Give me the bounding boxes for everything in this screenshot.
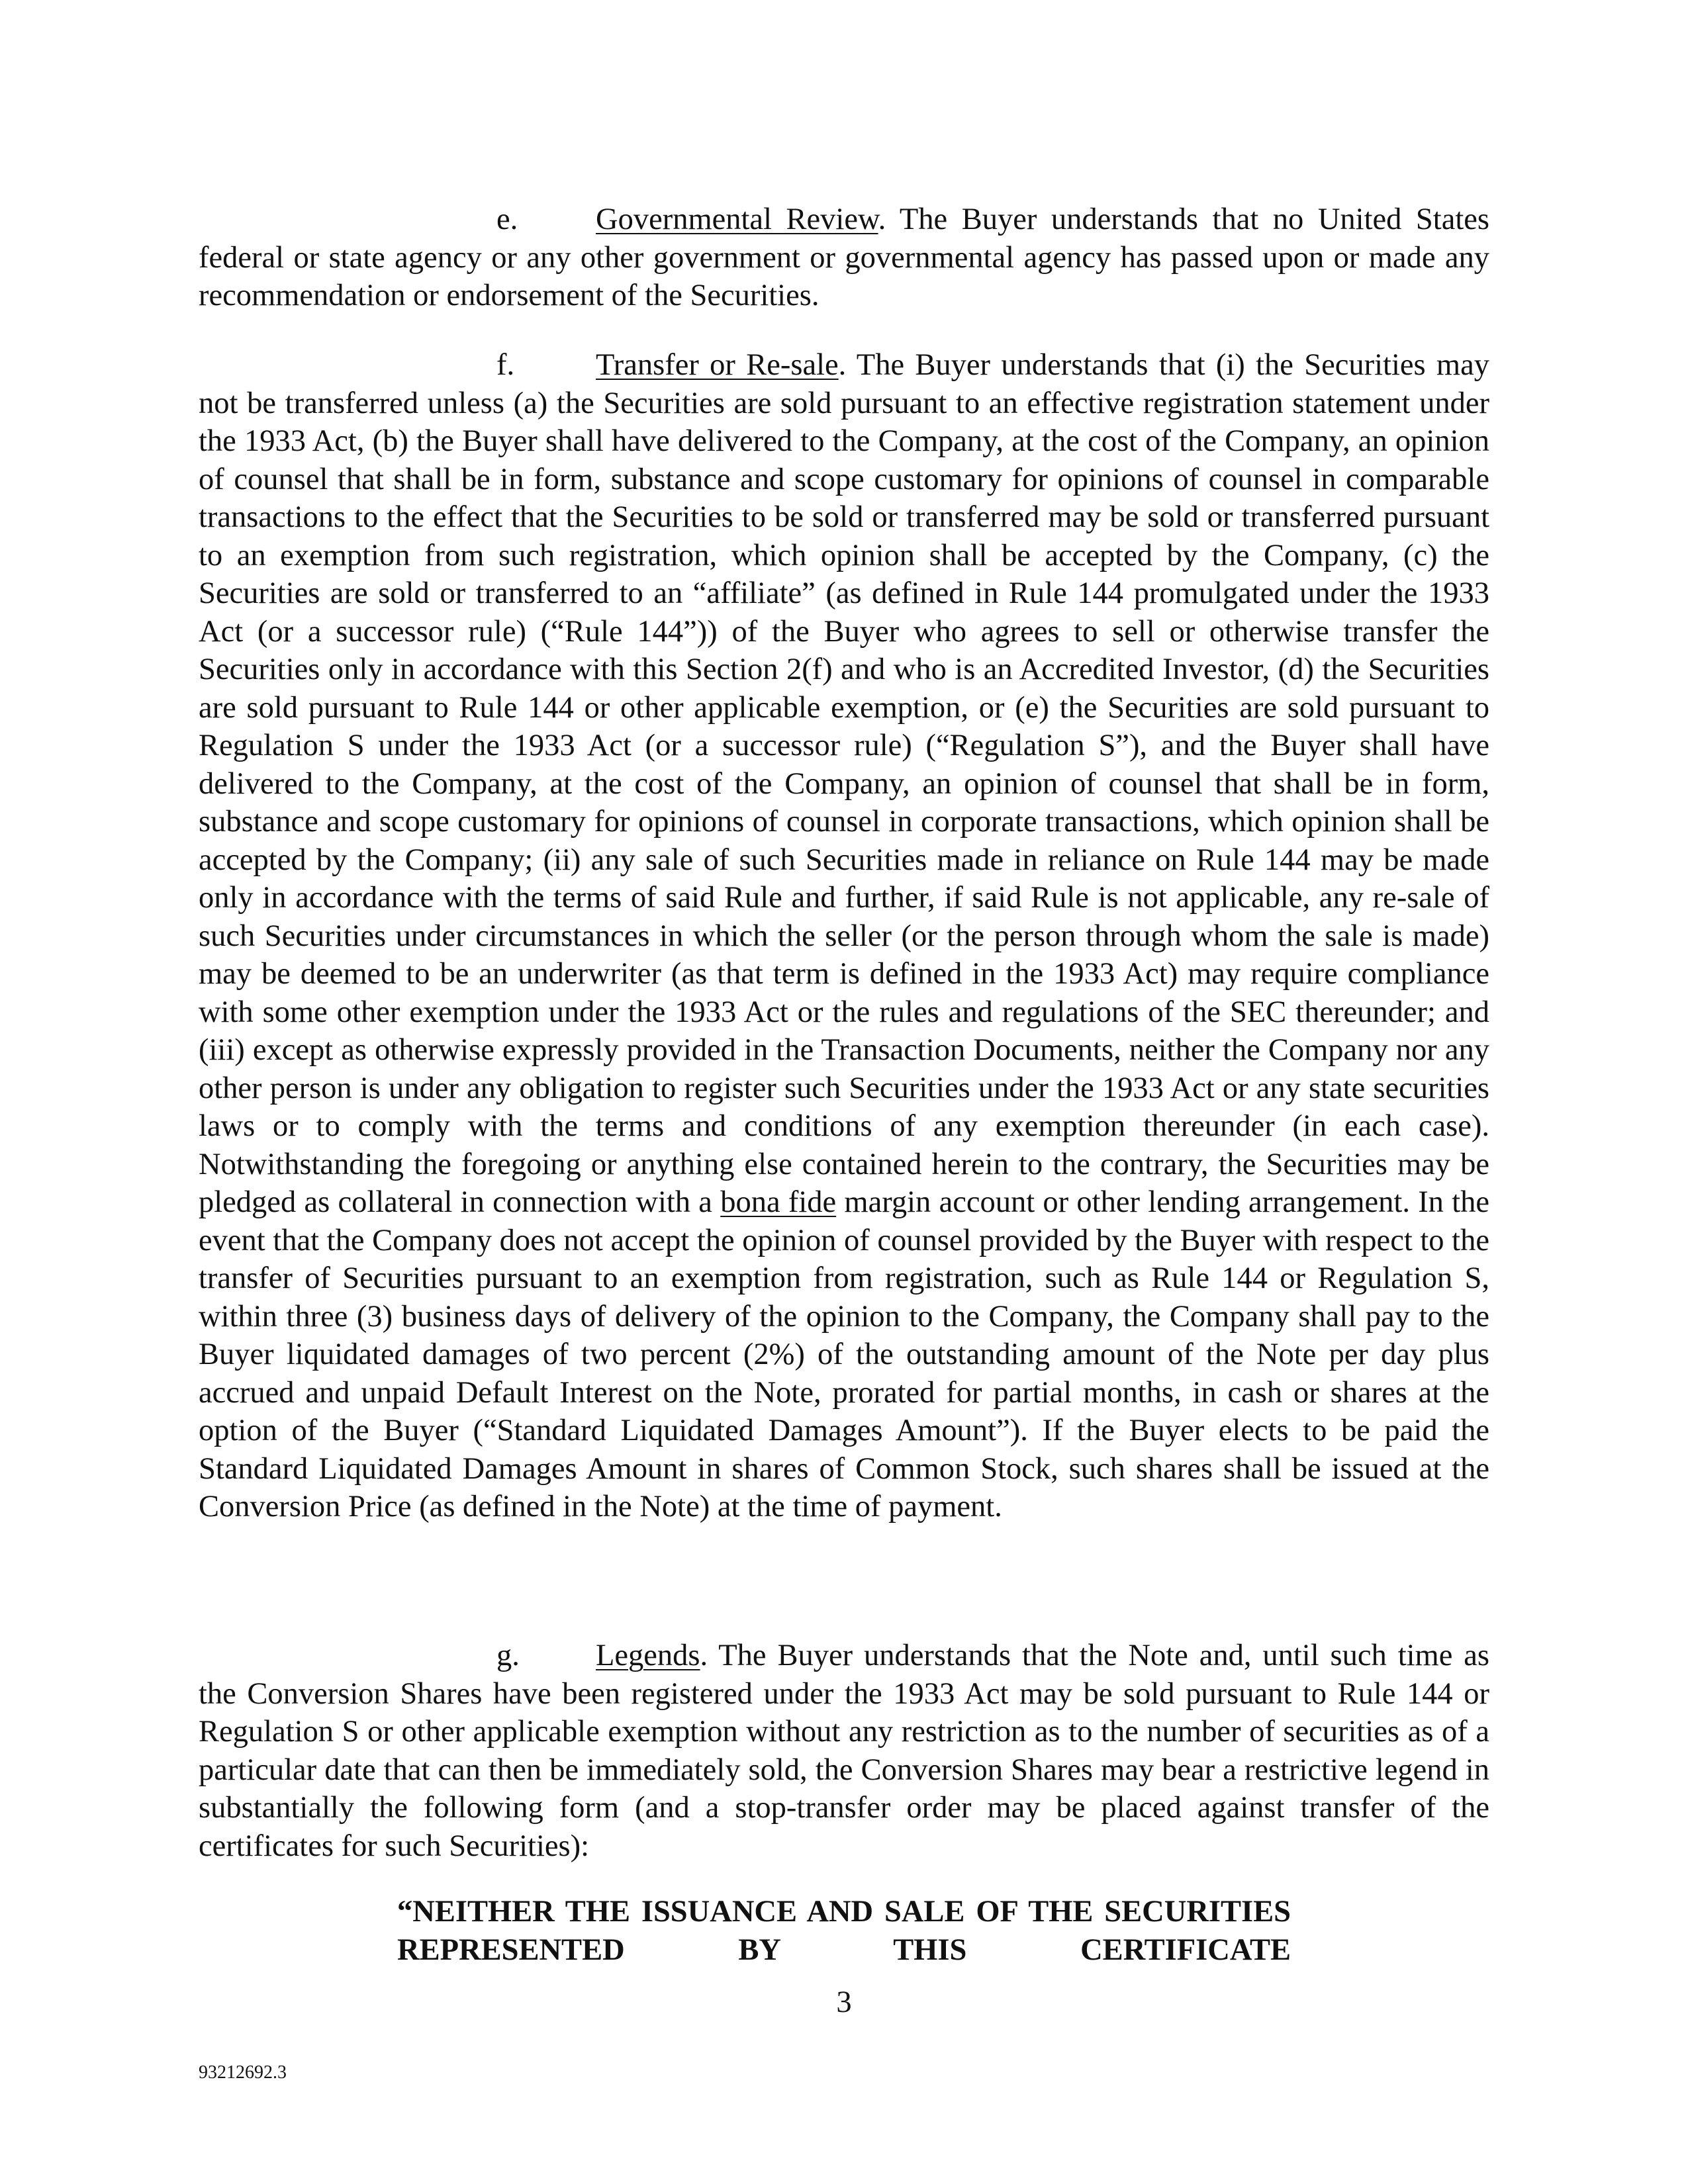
section-e-body: . The Buyer understands that no United States federal or state agency or any other government or governmental agency has passed upon or made any recommendation or endorsement of the Securities.: [199, 203, 1490, 312]
bona-fide-term: bona fide: [720, 1185, 837, 1219]
section-e-heading: Governmental Review: [596, 203, 878, 236]
section-f-heading: Transfer or Re-sale: [596, 348, 839, 382]
restrictive-legend: “NEITHER THE ISSUANCE AND SALE OF THE SECURITIES REPRESENTED BY THIS CERTIFICATE: [397, 1895, 1291, 1967]
document-id: 93212692.3: [199, 2062, 287, 2083]
section-f-letter: f.: [496, 348, 515, 382]
section-g-paragraph: [199, 1637, 1489, 1865]
section-f-body-part-1: . The Buyer understands that (i) the Securities may not be transferred unless (a) the Securities are sold pursuant to an effective registration statement under the 1933 Act, (b) the Buyer shall have delivered to the Company, at the cost of the Company, an opinion of counsel that shall be in form, substance and scope customary for opinions of counsel in comparable transactions to the effect that the Securities to be sold or transferred may be sold or transferred pursuant to an exemption from such registration, which opinion shall be accepted by the Company, (c) the Securities are sold or transferred to an “affiliate” (as defined in Rule 144 promulgated under the 1933 Act (or a successor rule) (“Rule 144”)) of the Buyer who agrees to sell or otherwise transfer the Securities only in accordance with this Section 2(f) and who is an Accredited Investor, (d) the Securities are sold pursuant to Rule 144 or other applicable exemption, or (e) the Securities are sold pursuant to Regulation S under the 1933 Act (or a successor rule) (“Regulation S”), and the Buyer shall have delivered to the Company, at the cost of the Company, an opinion of counsel that shall be in form, substance and scope customary for opinions of counsel in corporate transactions, which opinion shall be accepted by the Company; (ii) any sale of such Securities made in reliance on Rule 144 may be made only in accordance with the terms of said Rule and further, if said Rule is not applicable, any re-sale of such Securities under circumstances in which the seller (or the person through whom the sale is made) may be deemed to be an underwriter (as that term is defined in the 1933 Act) may require compliance with some other exemption under the 1933 Act or the rules and regulations of the SEC thereunder; and (iii) except as otherwise expressly provided in the Transaction Documents, neither the Company nor any other person is under any obligation to register such Securities under the 1933 Act or any state securities laws or to comply with the terms and conditions of any exemption thereunder (in each case). Notwithstanding the foregoing or anything else contained herein to the contrary, the Securities may be pledged as collateral in connection with a: [199, 348, 1489, 1219]
section-g-body: . The Buyer understands that the Note and, until such time as the Conversion Shares have been registered under the 1933 Act may be sold pursuant to Rule 144 or Regulation S or other applicable exemption without any restriction as to the number of securities as of a particular date that can then be immediately sold, the Conversion Shares may bear a restrictive legend in substantially the following form (and a stop-transfer order may be placed against transfer of the certificates for such Securities):: [199, 1639, 1489, 1863]
section-e-letter: e.: [496, 203, 518, 236]
section-g-letter: g.: [496, 1639, 520, 1672]
section-g-heading: Legends: [596, 1639, 700, 1672]
page-number: 3: [836, 1985, 852, 2019]
section-f-paragraph: [199, 346, 1489, 1526]
section-f-body-part-2: margin account or other lending arrangement. In the event that the Company does not accept the opinion of counsel provided by the Buyer with respect to the transfer of Securities pursuant to an exemption from registration, such as Rule 144 or Regulation S, within three (3) business days of delivery of the opinion to the Company, the Company shall pay to the Buyer liquidated damages of two percent (2%) of the outstanding amount of the Note per day plus accrued and unpaid Default Interest on the Note, prorated for partial months, in cash or shares at the option of the Buyer (“Standard Liquidated Damages Amount”). If the Buyer elects to be paid the Standard Liquidated Damages Amount in shares of Common Stock, such shares shall be issued at the Conversion Price (as defined in the Note) at the time of payment.: [199, 1185, 1490, 1524]
section-e-paragraph: [199, 201, 1489, 315]
